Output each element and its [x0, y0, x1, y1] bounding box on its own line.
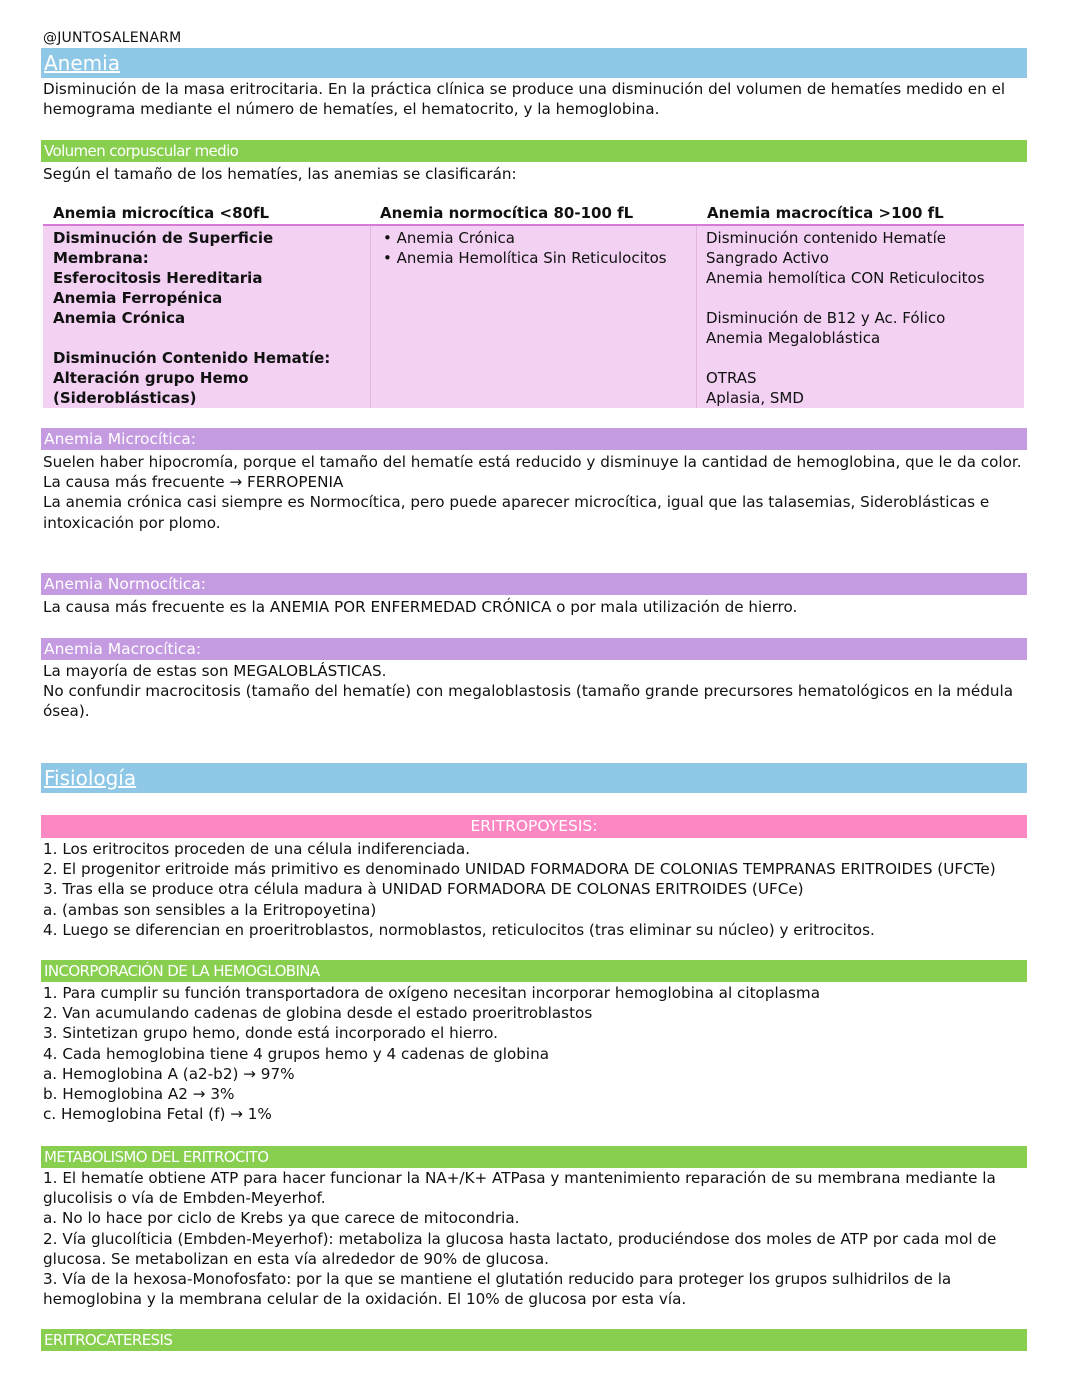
table-cell-line: • Anemia Crónica: [383, 229, 515, 247]
paragraph: 4. Cada hemoglobina tiene 4 grupos hemo y 4 cadenas de globina: [43, 1044, 550, 1063]
paragraph: La causa más frecuente → FERROPENIA: [43, 473, 344, 492]
subsection-header-eritrocateresis: ERITROCATERESIS: [41, 1329, 1027, 1351]
macrocitica-column: [697, 226, 1024, 408]
table-cell-line: [53, 328, 370, 348]
eritropoyesis-text: [43, 839, 1028, 940]
table-cell-line: Disminución de Superficie Membrana:: [53, 229, 274, 267]
section-header-anemia: [41, 48, 1027, 78]
table-header-cell: Anemia microcítica <80fL: [53, 204, 270, 222]
table-cell-line: Esferocitosis Hereditaria: [53, 269, 263, 287]
paragraph: 3. Vía de la hexosa-Monofosfato: por la que se mantiene el glutatión reducido para proteger los grupos sulhidrilos de la hemoglobina y la membrana celular de la oxidación. El 10% de glucosa por esta vía.: [43, 1270, 952, 1309]
paragraph: 2. Vía glucolíticia (Embden-Meyerhof): metaboliza la glucosa hasta lactato, produciéndose dos moles de ATP por cada mol de glucosa. Se metabolizan en esta vía alrededor de 90% de glucosa.: [43, 1229, 997, 1268]
anemia-intro: Disminución de la masa eritrocitaria. En la práctica clínica se produce una disminución del volumen de hematíes medido en el hemograma mediante el número de hematíes, el hematocrito, y la hemoglobina.: [43, 80, 1006, 119]
paragraph: 1. Para cumplir su función transportadora de oxígeno necesitan incorporar hemoglobina al citoplasma: [43, 984, 821, 1002]
paragraph: a. (ambas son sensibles a la Eritropoyetina): [43, 900, 377, 919]
normocitica-text: [43, 597, 1028, 617]
author-handle: @JUNTOSALENARM: [43, 30, 182, 46]
paragraph: b. Hemoglobina A2 → 3%: [43, 1085, 235, 1104]
microcitica-text: [43, 452, 1028, 533]
subsection-header-metabolismo: METABOLISMO DEL ERITROCITO: [41, 1146, 1027, 1168]
subsection-header-microcitica: Anemia Microcítica:: [41, 428, 1027, 450]
table-cell-line: Anemia Crónica: [53, 309, 186, 327]
paragraph: 2. Van acumulando cadenas de globina desde el estado proeritroblastos: [43, 1004, 593, 1023]
table-cell-line: Aplasia, SMD: [706, 389, 804, 407]
subsection-header-hemoglobina: INCORPORACIÓN DE LA HEMOGLOBINA: [41, 960, 1027, 982]
anemia-classification-table: [43, 203, 1024, 408]
normocitica-column: [370, 226, 697, 408]
table-cell-line: Sangrado Activo: [706, 249, 829, 267]
table-cell-line: Disminución de B12 y Ac. Fólico: [706, 309, 946, 327]
table-cell-line: (Sideroblásticas): [53, 389, 197, 407]
hemoglobina-text: [43, 983, 1028, 1124]
paragraph: c. Hemoglobina Fetal (f) → 1%: [43, 1105, 272, 1124]
table-cell-line: Anemia hemolítica CON Reticulocitos: [706, 269, 985, 287]
paragraph: 1. El hematíe obtiene ATP para hacer funcionar la NA+/K+ ATPasa y mantenimiento reparación de su membrana mediante la glucolisis o vía de Embden-Meyerhof.: [43, 1169, 996, 1208]
table-header-cell: Anemia normocítica 80-100 fL: [380, 204, 634, 222]
table-cell-line: • Anemia Hemolítica Sin Reticulocitos: [383, 249, 667, 267]
section-header-fisiologia: [41, 763, 1027, 793]
paragraph: a. Hemoglobina A (a2-b2) → 97%: [43, 1064, 295, 1083]
table-cell-line: Anemia Ferropénica: [53, 289, 223, 307]
vcm-intro: Según el tamaño de los hematíes, las anemias se clasificarán:: [43, 165, 517, 183]
table-cell-line: [706, 348, 1024, 368]
subsection-header-vcm: Volumen corpuscular medio: [41, 140, 1027, 162]
paragraph: La mayoría de estas son MEGALOBLÁSTICAS.: [43, 662, 387, 680]
table-cell-line: Anemia Megaloblástica: [706, 329, 881, 347]
paragraph: 4. Luego se diferencian en proeritroblastos, normoblastos, reticulocitos (tras eliminar su núcleo) y eritrocitos.: [43, 920, 875, 939]
paragraph: No confundir macrocitosis (tamaño del hematíe) con megaloblastosis (tamaño grande precursores hematológicos en la médula ósea).: [43, 682, 1014, 721]
paragraph: a. No lo hace por ciclo de Krebs ya que carece de mitocondria.: [43, 1209, 520, 1228]
section-title: Anemia: [44, 51, 120, 75]
paragraph: 1. Los eritrocitos proceden de una célula indiferenciada.: [43, 840, 471, 858]
metabolismo-text: [43, 1168, 1028, 1309]
table-cell-line: Disminución contenido Hematíe: [706, 229, 946, 247]
subsection-header-macrocitica: Anemia Macrocítica:: [41, 638, 1027, 660]
subsection-header-normocitica: Anemia Normocítica:: [41, 573, 1027, 595]
macrocitica-text: [43, 661, 1028, 722]
paragraph: La causa más frecuente es la ANEMIA POR ENFERMEDAD CRÓNICA o por mala utilización de hierro.: [43, 598, 798, 616]
paragraph: 3. Sintetizan grupo hemo, donde está incorporado el hierro.: [43, 1024, 499, 1043]
table-cell-line: Disminución Contenido Hematíe:: [53, 349, 331, 367]
paragraph: Suelen haber hipocromía, porque el tamaño del hematíe está reducido y disminuye la cantidad de hemoglobina, que le da color.: [43, 453, 1022, 471]
paragraph: 3. Tras ella se produce otra célula madura à UNIDAD FORMADORA DE COLONAS ERITROIDES (UFCe): [43, 880, 804, 899]
microcitica-column: [43, 226, 370, 408]
table-header-row: [43, 203, 1024, 226]
subsection-header-eritropoyesis: ERITROPOYESIS:: [41, 815, 1027, 838]
table-cell-line: [706, 288, 1024, 308]
table-body-row: [43, 226, 1024, 408]
paragraph: 2. El progenitor eritroide más primitivo es denominado UNIDAD FORMADORA DE COLONIAS TEMPRANAS ERITROIDES (UFCTe): [43, 860, 996, 879]
table-header-cell: Anemia macrocítica >100 fL: [707, 204, 944, 222]
section-title: Fisiología: [44, 766, 137, 790]
table-cell-line: OTRAS: [706, 369, 757, 387]
paragraph: La anemia crónica casi siempre es Normocítica, pero puede aparecer microcítica, igual que las talasemias, Sideroblásticas e intoxicación por plomo.: [43, 493, 990, 532]
table-cell-line: Alteración grupo Hemo: [53, 369, 249, 387]
